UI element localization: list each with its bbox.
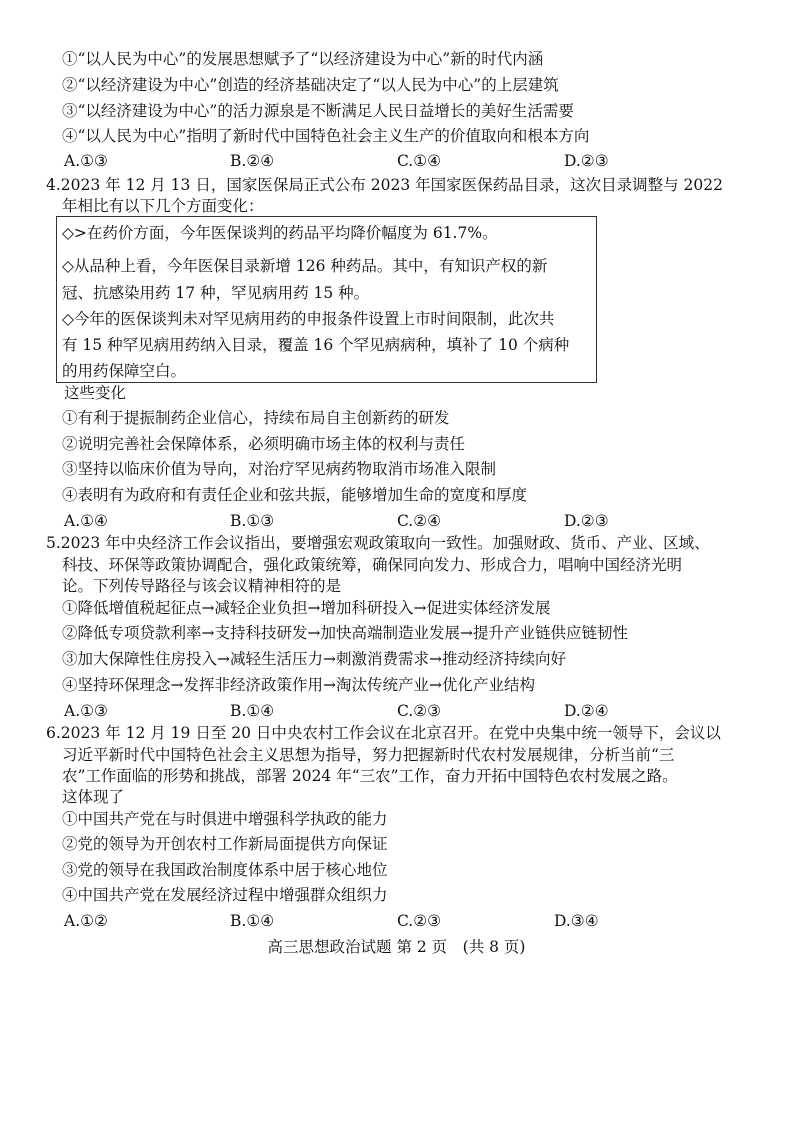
q6-option-c: C.②③ [397, 912, 442, 930]
q4-option-b: B.①③ [230, 512, 275, 530]
q4-option-d: D.②③ [564, 512, 609, 530]
q3-item-1: ①“以人民为中心”的发展思想赋予了“以经济建设为中心”新的时代内涵 [62, 50, 544, 68]
q4-box-line-3: 冠、抗感染用药 17 种，罕见病用药 15 种。 [62, 284, 370, 302]
q5-option-b: B.①④ [230, 702, 275, 720]
q5-stem-line-1: 5.2023 年中央经济工作会议指出，要增强宏观政策取向一致性。加强财政、货币、产业、区域、 [46, 534, 710, 552]
q3-item-2: ②“以经济建设为中心”创造的经济基础决定了“以人民为中心”的上层建筑 [62, 76, 559, 94]
q3-option-d: D.②③ [564, 152, 609, 170]
q6-option-a: A.①② [64, 912, 108, 930]
q6-item-1: ①中国共产党在与时俱进中增强科学执政的能力 [62, 810, 388, 828]
q3-option-b: B.②④ [230, 152, 275, 170]
q6-option-b: B.①④ [230, 912, 275, 930]
page-footer: 高三思想政治试题 第 2 页 (共 8 页) [267, 938, 526, 956]
q6-options [0, 910, 793, 932]
q6-stem-line-2: 习近平新时代中国特色社会主义思想为指导，努力把握新时代农村发展规律，分析当前“三 [62, 746, 675, 764]
q5-stem-line-3: 论。下列传导路径与该会议精神相符的是 [62, 577, 342, 595]
q5-option-a: A.①③ [64, 702, 108, 720]
q6-item-2: ②党的领导为开创农村工作新局面提供方向保证 [62, 835, 388, 853]
q6-stem-line-4: 这体现了 [62, 788, 125, 806]
q6-item-4: ④中国共产党在发展经济过程中增强群众组织力 [62, 886, 388, 904]
q3-item-3: ③“以经济建设为中心”的活力源泉是不断满足人民日益增长的美好生活需要 [62, 102, 574, 120]
q4-box-line-4: ◇今年的医保谈判未对罕见病用药的申报条件设置上市时间限制，此次共 [62, 310, 555, 328]
q4-box-line-2: ◇从品种上看，今年医保目录新增 126 种药品。其中，有知识产权的新 [62, 257, 548, 275]
q6-option-d: D.③④ [554, 912, 599, 930]
q5-option-c: C.②③ [397, 702, 442, 720]
q5-item-4: ④坚持环保理念→发挥非经济政策作用→淘汰传统产业→优化产业结构 [62, 676, 535, 694]
q3-option-a: A.①③ [64, 152, 108, 170]
q4-options [0, 510, 793, 532]
q6-stem-line-1: 6.2023 年 12 月 19 日至 20 日中央农村工作会议在北京召开。在党中央集中统一领导下，会议以 [46, 724, 721, 742]
q5-item-3: ③加大保障性住房投入→减轻生活压力→刺激消费需求→推动经济持续向好 [62, 650, 566, 668]
q4-option-c: C.②④ [397, 512, 442, 530]
q5-stem-line-2: 科技、环保等政策协调配合，强化政策统筹，确保同向发力、形成合力，唱响中国经济光明 [62, 556, 683, 574]
q3-options [0, 150, 793, 172]
q6-item-3: ③党的领导在我国政治制度体系中居于核心地位 [62, 861, 388, 879]
q5-item-2: ②降低专项贷款利率→支持科技研发→加快高端制造业发展→提升产业链供应链韧性 [62, 624, 628, 642]
q4-item-4: ④表明有为政府和有责任企业和弦共振，能够增加生命的宽度和厚度 [62, 486, 528, 504]
q4-item-1: ①有利于提振制药企业信心，持续布局自主创新药的研发 [62, 409, 450, 427]
q3-option-c: C.①④ [397, 152, 442, 170]
q3-item-4: ④“以人民为中心”指明了新时代中国特色社会主义生产的价值取向和根本方向 [62, 127, 590, 145]
q4-item-3: ③坚持以临床价值为导向，对治疗罕见病药物取消市场准入限制 [62, 460, 497, 478]
q4-option-a: A.①④ [64, 512, 108, 530]
q5-options [0, 700, 793, 722]
q4-box-line-6: 的用药保障空白。 [62, 362, 187, 380]
q5-option-d: D.②④ [564, 702, 609, 720]
q4-stem-line-1: 4.2023 年 12 月 13 日，国家医保局正式公布 2023 年国家医保药品目录，这次目录调整与 2022 [46, 176, 723, 194]
q4-stem-line-2: 年相比有以下几个方面变化： [62, 197, 264, 215]
q6-stem-line-3: 农”工作面临的形势和挑战，部署 2024 年“三农”工作，奋力开拓中国特色农村发展之路。 [62, 767, 678, 785]
q5-item-1: ①降低增值税起征点→减轻企业负担→增加科研投入→促进实体经济发展 [62, 599, 551, 617]
q4-box-line-1: ◇>在药价方面，今年医保谈判的药品平均降价幅度为 61.7%。 [62, 224, 498, 242]
q4-lead: 这些变化 [64, 384, 127, 402]
q4-box-line-5: 有 15 种罕见病用药纳入目录，覆盖 16 个罕见病病种，填补了 10 个病种 [62, 336, 570, 354]
q4-item-2: ②说明完善社会保障体系，必须明确市场主体的权利与责任 [62, 435, 466, 453]
